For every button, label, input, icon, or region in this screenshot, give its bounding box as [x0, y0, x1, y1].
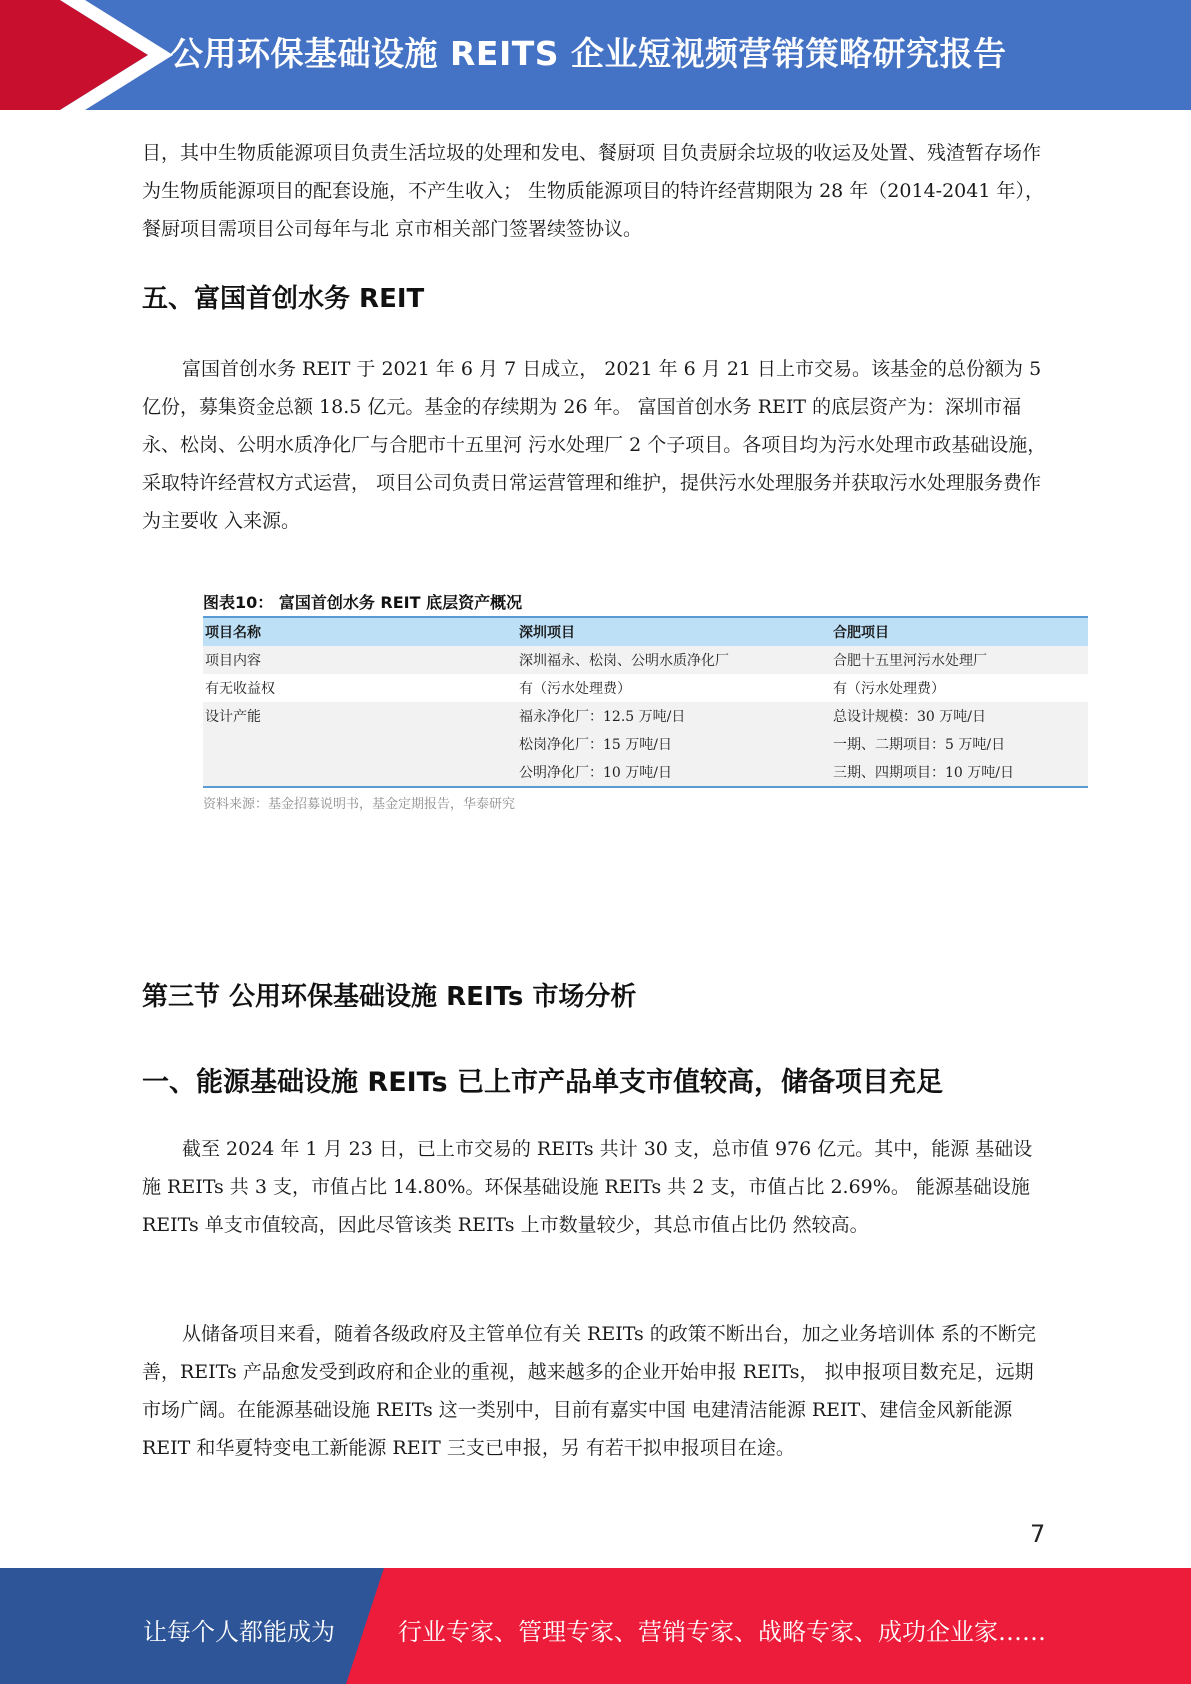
header-banner — [0, 0, 1191, 110]
table-row — [203, 730, 1088, 758]
footer-slogan-left: 让每个人都能成为 — [143, 1618, 335, 1646]
section5-heading: 五、富国首创水务 REIT — [142, 284, 425, 314]
subsection1-paragraph-1: 截至 2024 年 1 月 23 日，已上市交易的 REITs 共计 30 支，总市值 976 亿元。其中，能源 基础设施 REITs 共 3 支，市值占比 14.80%。环保基础设施 REITs 共 2 支，市值占比 2.69%。 能源基础设施 REITs 单支市值较高，因此尽管该类 REITs 上市数量较少，其总市值占比仍 然较高。 — [142, 1138, 1033, 1236]
table-cell: 合肥十五里河污水处理厂 — [831, 646, 1088, 674]
subsection1-heading: 一、能源基础设施 REITs 已上市产品单支市值较高，储备项目充足 — [142, 1067, 943, 1098]
asset-table — [203, 616, 1088, 788]
subsection1-body-1 — [142, 1130, 1047, 1244]
section5-paragraph: 富国首创水务 REIT 于 2021 年 6 月 7 日成立， 2021 年 6 月 21 日上市交易。该基金的总份额为 5 亿份，募集资金总额 18.5 亿元。基金的存续期为 26 年。 富国首创水务 REIT 的底层资产为：深圳市福永、松岗、公明水质净化厂与合肥市十五里河 污水处理厂 2 个子项目。各项目均为污水处理市政基础设施，采取特许经营权方式运营， 项目公司负责日常运营管理和维护，提供污水处理服务并获取污水处理服务费作为主要收 入来源。 — [142, 358, 1047, 532]
footer-banner — [0, 1568, 1191, 1684]
table-cell: 三期、四期项目：10 万吨/日 — [831, 758, 1088, 787]
page-number: 7 — [1030, 1520, 1046, 1548]
table-cell: 项目内容 — [203, 646, 517, 674]
table-cell: 设计产能 — [203, 702, 517, 730]
section-three-heading-block — [142, 976, 1047, 1013]
table-cell — [203, 730, 517, 758]
table-cell: 有无收益权 — [205, 681, 275, 697]
asset-table-figure — [203, 590, 1088, 812]
report-title: 公用环保基础设施 REITS 企业短视频营销策略研究报告 — [170, 34, 1007, 73]
table-row — [203, 674, 1088, 702]
table-cell: 深圳福永、松岗、公明水质净化厂 — [517, 646, 831, 674]
section-three-heading: 第三节 公用环保基础设施 REITs 市场分析 — [142, 982, 637, 1012]
table-cell: 松岗净化厂：15 万吨/日 — [517, 730, 831, 758]
table-cell: 福永净化厂：12.5 万吨/日 — [517, 702, 831, 730]
table-title: 图表10： 富国首创水务 REIT 底层资产概况 — [203, 593, 523, 612]
table-cell: 有（污水处理费） — [833, 681, 945, 697]
subsection1-body-2 — [142, 1315, 1047, 1467]
table-header-cell: 深圳项目 — [517, 617, 831, 646]
table-cell: 一期、二期项目：5 万吨/日 — [831, 730, 1088, 758]
table-row — [203, 646, 1088, 674]
table-header-cell: 合肥项目 — [831, 617, 1088, 646]
intro-paragraph: 目，其中生物质能源项目负责生活垃圾的处理和发电、餐厨项 目负责厨余垃圾的收运及处置、残渣暂存场作为生物质能源项目的配套设施，不产生收入； 生物质能源项目的特许经营期限为 28 年（2014-2041 年），餐厨项目需项目公司每年与北 京市相关部门签署续签协议。 — [142, 142, 1044, 240]
table-header-row — [203, 617, 1088, 646]
table-cell: 有（污水处理费） — [519, 681, 631, 697]
table-cell: 公明净化厂：10 万吨/日 — [517, 758, 831, 787]
table-row — [203, 758, 1088, 787]
table-header-cell: 项目名称 — [203, 617, 517, 646]
footer-slogan-right: 行业专家、管理专家、营销专家、战略专家、成功企业家…… — [398, 1618, 1046, 1646]
table-row — [203, 702, 1088, 730]
table-cell — [203, 758, 517, 787]
table-source-note: 资料来源：基金招募说明书，基金定期报告，华泰研究 — [203, 797, 516, 812]
section5-heading-block — [142, 278, 1047, 315]
subsection1-heading-block — [142, 1060, 1047, 1099]
intro-block — [142, 134, 1047, 248]
subsection1-paragraph-2: 从储备项目来看，随着各级政府及主管单位有关 REITs 的政策不断出台，加之业务培训体 系的不断完善，REITs 产品愈发受到政府和企业的重视，越来越多的企业开始申报 REITs， 拟申报项目数充足，远期市场广阔。在能源基础设施 REITs 这一类别中，目前有嘉实中国 电建清洁能源 REIT、建信金风新能源 REIT 和华夏特变电工新能源 REIT 三支已申报，另 有若干拟申报项目在途。 — [142, 1323, 1036, 1459]
table-cell: 总设计规模：30 万吨/日 — [831, 702, 1088, 730]
section5-body — [142, 350, 1047, 540]
